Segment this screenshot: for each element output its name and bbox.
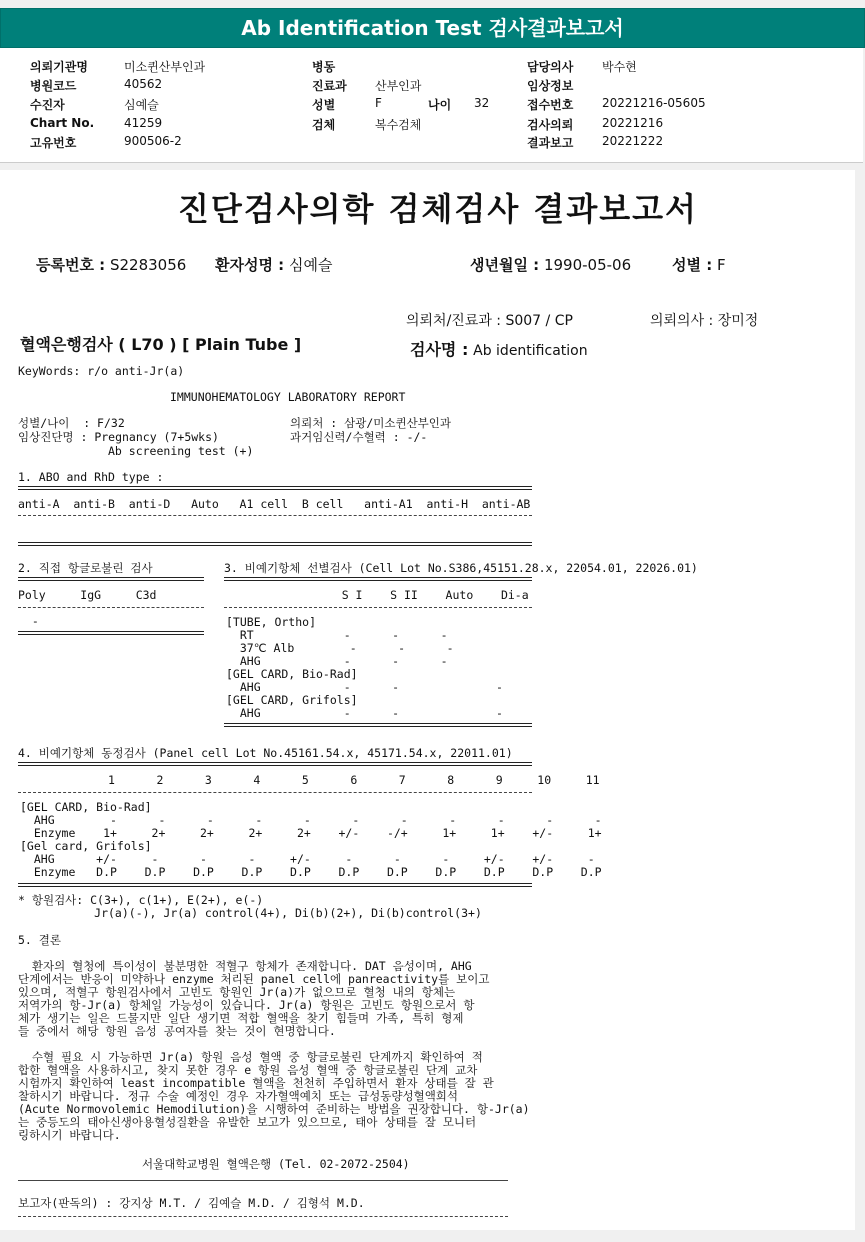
dashed-rule <box>18 792 532 793</box>
info-label: 고유번호 <box>30 136 77 150</box>
double-rule <box>18 542 532 546</box>
info-label: 수진자 <box>30 98 65 112</box>
section-2-title: 2. 직접 항글로불린 검사 <box>18 561 153 575</box>
antigen-line-2: Jr(a)(-), Jr(a) control(4+), Di(b)(2+), Di(b)control(3+) <box>18 906 482 920</box>
info-value: 산부인과 <box>375 79 422 93</box>
info-label: 성별 <box>312 98 336 112</box>
screening-row: AHG - - - <box>226 654 448 668</box>
info-value: 복수검체 <box>375 118 422 132</box>
panel-row: Enzyme D.P D.P D.P D.P D.P D.P D.P D.P D.P D.P D.P <box>20 865 602 879</box>
conclusion-line: 있으며, 적혈구 항원검사에서 고빈도 항원인 Jr(a)가 없으므로 혈청 내의 항체는 <box>18 985 456 999</box>
name-value: 심예슬 <box>288 256 333 274</box>
screening-column-headers: S I S II Auto Di-a <box>224 588 529 602</box>
info-label: 병원코드 <box>30 79 77 93</box>
sex-value: F <box>716 256 726 274</box>
conclusion-line: (Acute Normovolemic Hemodilution)을 시행하여 준비하는 방법을 권장합니다. 항-Jr(a) <box>18 1102 530 1116</box>
conclusion-line: 는 중등도의 태아신생아용혈성질환을 유발한 보고가 있으므로, 태아 상태를 잘 모니터 <box>18 1115 477 1129</box>
info-value: 20221216-05605 <box>602 96 706 110</box>
diagnosis-line: 임상진단명 : Pregnancy (7+5wks) <box>18 430 219 444</box>
section-4-title: 4. 비예기항체 동정검사 (Panel cell Lot No.45161.54.x, 45171.54.x, 22011.01) <box>18 746 513 760</box>
info-value: 40562 <box>124 77 163 91</box>
dashed-rule <box>224 607 532 608</box>
double-rule <box>224 723 532 727</box>
dashed-rule <box>18 515 532 516</box>
info-label: 담당의사 <box>527 60 574 74</box>
report-header-title: Ab Identification Test 검사결과보고서 <box>0 8 865 48</box>
info-label: 결과보고 <box>527 136 574 150</box>
info-label: 진료과 <box>312 79 347 93</box>
conclusion-line: 링하시기 바랍니다. <box>18 1128 121 1142</box>
screening-row: AHG - - - <box>226 680 503 694</box>
conclusion-line: 단계에서는 반응이 미약하나 enzyme 처리된 panel cell에 panreactivity를 보이고 <box>18 972 490 986</box>
panel-row: AHG - - - - - - - - - - - <box>20 813 602 827</box>
conclusion-line: 시험까지 확인하여 least incompatible 혈액을 천천히 주입하면서 환자 상태를 잘 관 <box>18 1076 494 1090</box>
panel-column-headers: 1 2 3 4 5 6 7 8 9 10 11 <box>18 773 600 787</box>
panel-row: AHG +/- - - - +/- - - - +/- +/- - <box>20 852 595 866</box>
screening-row: [TUBE, Ortho] <box>226 615 317 629</box>
double-rule <box>18 762 532 766</box>
test-name-label: 검사명 : <box>410 340 469 359</box>
age-label: 나이 <box>428 98 452 112</box>
diagnosis-line-2: Ab screening test (+) <box>18 444 254 458</box>
conclusion-line: 환자의 혈청에 특이성이 불분명한 적혈구 항체가 존재합니다. DAT 음성이며, AHG <box>18 959 472 973</box>
info-label: 검사의뢰 <box>527 118 574 132</box>
double-rule <box>18 883 532 887</box>
name-label: 환자성명 : <box>215 256 285 274</box>
test-name-value: Ab identification <box>473 343 588 359</box>
test-code: 혈액은행검사 ( L70 ) [ Plain Tube ] <box>20 335 302 354</box>
info-label: 의뢰기관명 <box>30 60 88 74</box>
screening-row: [GEL CARD, Bio-Rad] <box>226 667 358 681</box>
panel-row: [GEL CARD, Bio-Rad] <box>20 800 152 814</box>
conclusion-line: 체가 생기는 일은 드물지만 일단 생기면 적합 혈액을 찾기 힘들며 가족, 특히 형제 <box>18 1011 464 1025</box>
hospital-line: 서울대학교병원 혈액은행 (Tel. 02-2072-2504) <box>142 1157 410 1171</box>
conclusion-line: 찰하시기 바랍니다. 정규 수술 예정인 경우 자가혈액예치 또는 급성동량성혈액희석 <box>18 1089 459 1103</box>
double-rule <box>224 577 532 581</box>
age-value: 32 <box>474 96 490 110</box>
info-label: 검체 <box>312 118 336 132</box>
info-label: 접수번호 <box>527 98 574 112</box>
conclusion-line: 들 중에서 해당 항원 음성 공여자를 찾는 것이 현명합니다. <box>18 1024 336 1038</box>
screening-row: 37℃ Alb - - - <box>226 641 454 655</box>
panel-row: Enzyme 1+ 2+ 2+ 2+ 2+ +/- -/+ 1+ 1+ +/- 1+ <box>20 826 602 840</box>
history-line: 과거임신력/수혈력 : -/- <box>290 430 428 444</box>
double-rule <box>18 631 204 635</box>
info-label: 병동 <box>312 60 336 74</box>
screening-row: [GEL CARD, Grifols] <box>226 693 358 707</box>
screening-row: AHG - - - <box>226 706 503 720</box>
reporter-line: 보고자(판독의) : 강지상 M.T. / 김예슬 M.D. / 김형석 M.D. <box>18 1196 365 1210</box>
lab-report-document <box>0 170 855 1230</box>
sex-age-line: 성별/나이 : F/32 <box>18 416 125 430</box>
keywords: KeyWords: r/o anti-Jr(a) <box>18 364 185 378</box>
info-label: 임상정보 <box>527 79 574 93</box>
screening-row: RT - - - <box>226 628 448 642</box>
dat-column-headers: Poly IgG C3d <box>18 588 157 602</box>
panel-row: [Gel card, Grifols] <box>20 839 152 853</box>
dept-label: 의뢰처/진료과 : <box>406 313 502 329</box>
conclusion-line: 수혈 필요 시 가능하면 Jr(a) 항원 음성 혈액 중 항글로불린 단계까지 확인하여 적 <box>18 1050 483 1064</box>
patient-info-panel <box>0 48 863 163</box>
abo-column-headers: anti-A anti-B anti-D Auto A1 cell B cell anti-A1 anti-H anti-AB <box>18 497 531 511</box>
info-value: 20221222 <box>602 134 664 148</box>
info-value: 박수현 <box>602 60 637 74</box>
section-5-title: 5. 결론 <box>18 933 61 947</box>
dept-value: S007 / CP <box>505 313 573 329</box>
lab-report-title: IMMUNOHEMATOLOGY LABORATORY REPORT <box>170 390 406 404</box>
doctor-value: 장미정 <box>717 313 759 329</box>
section-1-title: 1. ABO and RhD type : <box>18 470 164 484</box>
dashed-rule <box>18 1216 508 1217</box>
conclusion-line: 저역가의 항-Jr(a) 항체일 가능성이 있습니다. Jr(a) 항원은 고빈도 항원으로서 항 <box>18 998 475 1012</box>
reg-value: S2283056 <box>109 256 187 274</box>
info-value: 900506-2 <box>124 134 182 148</box>
info-label: Chart No. <box>30 116 95 130</box>
sex-label: 성별 : <box>672 256 713 274</box>
rule <box>18 1180 508 1181</box>
double-rule <box>18 486 532 490</box>
doctor-label: 의뢰의사 : <box>650 313 714 329</box>
report-title: 진단검사의학 검체검사 결과보고서 <box>178 190 698 228</box>
info-value: 20221216 <box>602 116 664 130</box>
section-3-title: 3. 비예기항체 선별검사 (Cell Lot No.S386,45151.28.x, 22054.01, 22026.01) <box>224 561 698 575</box>
dob-label: 생년월일 : <box>470 256 540 274</box>
info-value: 41259 <box>124 116 163 130</box>
dashed-rule <box>18 607 204 608</box>
request-line: 의뢰처 : 삼광/미소퀸산부인과 <box>290 416 452 430</box>
info-value: 미소퀸산부인과 <box>124 60 206 74</box>
antigen-line: * 항원검사: C(3+), c(1+), E(2+), e(-) <box>18 893 264 907</box>
reg-label: 등록번호 : <box>36 256 106 274</box>
dob-value: 1990-05-06 <box>543 256 632 274</box>
info-value: 심예슬 <box>124 98 159 112</box>
double-rule <box>18 577 204 581</box>
conclusion-line: 합한 혈액을 사용하시고, 찾지 못한 경우 e 항원 음성 혈액 중 항글로불린 단계 교차 <box>18 1063 478 1077</box>
dat-values: - <box>18 614 39 628</box>
info-value: F <box>375 96 382 110</box>
